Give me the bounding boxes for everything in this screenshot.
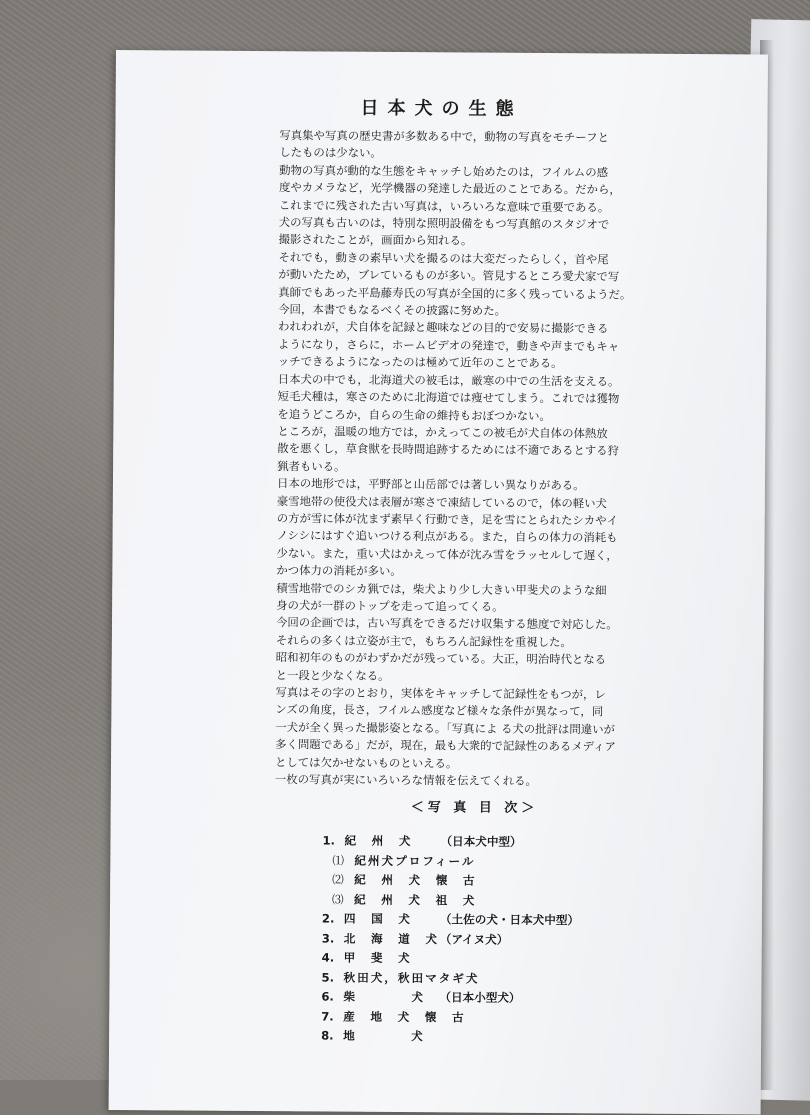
toc-row [322,948,642,970]
toc-entry-name: 柴 犬 [343,989,426,1005]
toc-entry-note: （アイヌ犬） [439,931,509,947]
body-line: 身の犬が一群のトップを走って追ってくる。 [276,598,504,614]
toc-number: 2. [321,911,335,926]
toc-entry-name: 北 海 道 犬 [343,931,440,946]
toc-entry-name: 秋田犬，秋田マタギ犬 [343,970,480,986]
body-line: それでも，動きの素早い犬を撮るのは大変だったらしく，首や尾 [278,249,609,267]
body-line: われわれが，犬自体を記録と趣味などの目的で安易に撮影できる [278,319,609,336]
body-line: 度やカメラなど，光学機器の発達した最近のことである。だから， [278,180,621,197]
toc-number: 1. [322,833,336,848]
body-line: 真師でもあった平島藤寿氏の写真が全国的に多く残っているようだ。 [278,284,632,302]
toc-row [322,870,642,892]
toc-entry-note: （土佐の犬・日本犬中型） [439,912,580,928]
toc-entry-name: 紀 州 犬 祖 犬 [354,892,477,908]
toc-entry-name: 紀州犬プロフィール [354,853,476,869]
page-title: 日本犬の生態 [360,97,523,120]
book-page [109,50,768,1115]
body-line: 日本の地形では，平野部と山岳部では著しい異なりがある。 [276,476,585,493]
toc-number: 7. [321,1008,334,1024]
body-line: 写真集や写真の歴史書が多数ある中で，動物の写真をモチーフと [279,128,609,145]
toc-row [322,929,642,951]
body-line: 散を悪くし，草食獣を長時間追跡するためには不適であるとする狩 [277,441,619,458]
body-line: ところが，温暖の地方では，かえってこの被毛が犬自体の体熱放 [277,424,608,441]
body-line: 猟者もいる。 [277,458,346,474]
toc-entry-name: 地 犬 [343,1028,425,1044]
toc-row [321,987,641,1009]
toc-heading: ＜写 真 目 次＞ [410,800,539,816]
body-line: 積雪地帯でのシカ猟では，柴犬より少し大きい甲斐犬のような細 [276,580,607,598]
toc-subnumber: ⑵ [332,872,344,887]
body-line: 少ない。また，重い犬はかえって体が沈み雪をラッセルして遅く， [276,545,618,563]
toc-number: 8. [321,1028,334,1043]
toc-row [322,909,642,931]
body-line: 撮影されたことが，画面から知れる。 [278,232,473,248]
toc-entry-note: （日本小型犬） [439,990,521,1005]
body-line: が動いたため，ブレているものが多い。管見するところ愛犬家で写 [278,267,620,284]
body-line: 豪雪地帯の使役犬は表層が寒さで凍結しているので，体の軽い犬 [276,493,608,510]
toc-subnumber: ⑴ [332,853,345,868]
toc-entry-name: 紀 州 犬 [344,833,413,849]
body-line: ノシシにはすぐ追いつける利点がある。また，自らの体力の消耗も [276,528,618,545]
toc-row [321,1026,641,1048]
body-line: 動物の写真が動的な生態をキャッチし始めたのは，フイルムの感 [279,162,609,180]
body-line: 今回の企画では，古い写真をできるだけ収集する態度で対応した。 [275,615,618,632]
body-line: したものは少ない。 [279,145,382,161]
body-line: 一枚の写真が実にいろいろな情報を伝えてくれる。 [274,772,537,788]
body-line: 一犬が全く異った撮影姿となる。「写真によ る犬の批評は問違いが [275,719,615,737]
toc-entry-note: （日本犬中型） [440,834,522,849]
toc-number: 6. [321,989,334,1004]
body-line: の方が雪に体が沈まず素早く行動でき，足を雪にとられたシカやイ [276,511,619,528]
body-line: 昭和初年のものがわずかだが残っている。大正，明治時代となる [275,650,607,667]
table-of-contents [321,831,642,1048]
body-line: 犬の写真も古いのは，特別な照明設備をもつ写真館のスタジオで [278,215,610,232]
body-line: 多く問題である」だが，現在，最も大衆的で記録性のあるメディア [275,737,617,754]
body-line: かつ体力の消耗が多い。 [276,563,402,579]
body-line: 短毛犬種は，寒さのために北海道では痩せてしまう。これでは獲物 [277,389,620,406]
body-line: ンズの角度，長さ，フイルム感度など様々な条件が異なって，同 [275,702,604,719]
toc-row [321,968,641,990]
body-line: ようになり，さらに，ホームビデオの発達で，動きや声までもキャ [277,337,620,354]
toc-entry-name: 紀 州 犬 懐 古 [354,872,477,888]
toc-row [322,851,642,873]
body-line: ッチできるようになったのは極めて近年のことである。 [277,354,563,371]
toc-entry-name: 産 地 犬 懐 古 [343,1009,466,1024]
toc-entry-name: 甲 斐 犬 [343,950,412,966]
toc-number: 5. [321,969,335,985]
body-line: それらの多くは立姿が主で，もちろん記録性を重視した。 [275,632,572,649]
body-line: と一段と少なくなる。 [275,667,390,683]
body-line: 日本犬の中でも，北海道犬の被毛は，厳寒の中での生活を支える。 [277,371,620,389]
toc-row [322,831,642,853]
body-text [275,127,680,791]
body-line: 今回，本書でもなるべくその披露に努めた。 [278,302,507,318]
toc-row [321,1007,641,1029]
toc-subnumber: ⑶ [332,892,344,907]
toc-entry-name: 四 国 犬 [343,911,412,927]
toc-number: 3. [321,930,335,946]
body-line: 写真はその字のとおり，実体をキャッチして記録性をもつが，レ [275,685,606,702]
toc-number: 4. [321,950,335,965]
toc-row [322,890,642,912]
body-line: を追うどころか，自らの生命の維持もおぼつかない。 [277,406,551,423]
body-line: これまでに残された古い写真は，いろいろな意味で重要である。 [278,197,610,215]
body-line: としては欠かせないものといえる。 [274,754,458,771]
